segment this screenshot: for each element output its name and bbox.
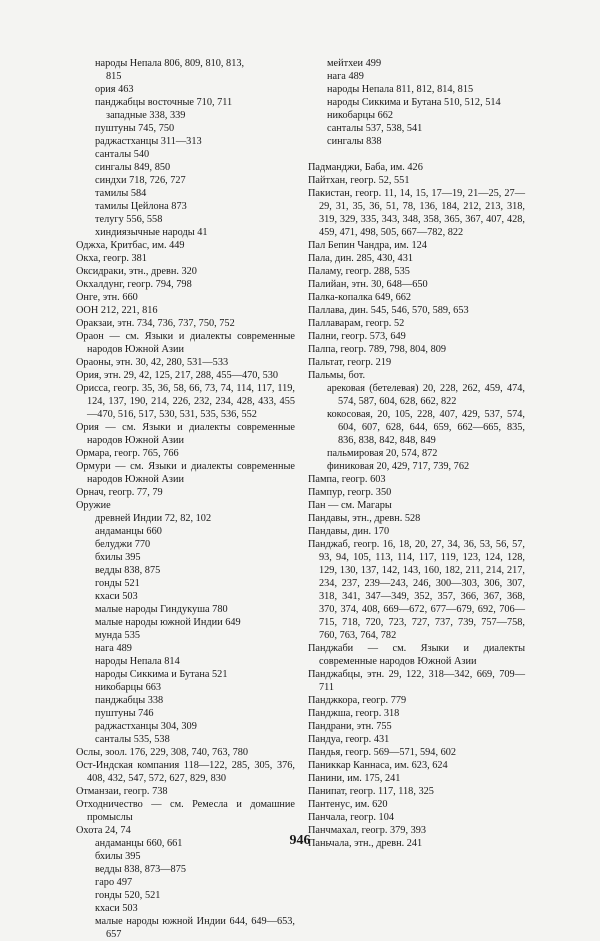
index-entry: пуштуны 745, 750: [95, 123, 175, 134]
index-entry: Пандья, геогр. 569—571, 594, 602: [308, 747, 457, 758]
index-entry: Пантенус, им. 620: [308, 799, 388, 810]
page-number: 946: [289, 833, 311, 848]
index-entry: Пан — см. Магары: [308, 500, 392, 511]
index-entry: Падманджи, Баба, им. 426: [308, 162, 423, 173]
index-entry: мейтхеи 499: [327, 58, 382, 69]
index-entry: кхаси 503: [95, 903, 138, 914]
index-entry: Палка-копалка 649, 662: [308, 292, 412, 303]
index-entry: Пандрани, этн. 755: [308, 721, 392, 732]
index-entry: западные 338, 339: [106, 110, 186, 121]
index-entry: малые народы южной Индии 644, 649—653, 657: [95, 916, 295, 940]
index-entry: Оксидраки, этн., древн. 320: [76, 266, 197, 277]
index-entry: бхилы 395: [95, 552, 141, 563]
index-entry: Пакистан, геогр. 11, 14, 15, 17—19, 21—25, 27—29, 31, 35, 36, 51, 78, 136, 184, 212, 213, 318, 319, 329, 335, 343, 348, 358, 365, 367, 407, 428, 459, 471, 498, 505, 667—782, 822: [308, 188, 525, 238]
index-entry: Оружие: [76, 500, 111, 511]
index-entry: хиндиязычные народы 41: [95, 227, 208, 238]
index-entry: Ормури — см. Языки и диалекты современные народов Южной Азии: [76, 461, 295, 485]
index-entry: Ослы, зоол. 176, 229, 308, 740, 763, 780: [76, 747, 249, 758]
index-entry: Ория — см. Языки и диалекты современные народов Южной Азии: [76, 422, 295, 446]
index-entry: никобарцы 663: [95, 682, 162, 693]
index-entry: народы Сиккима и Бутана 510, 512, 514: [327, 97, 501, 108]
index-entry: малые народы южной Индии 649: [95, 617, 241, 628]
index-entry: Панипат, геогр. 117, 118, 325: [308, 786, 434, 797]
index-entry: 815: [106, 71, 122, 82]
index-entry: древней Индии 72, 82, 102: [95, 513, 212, 524]
index-entry: финиковая 20, 429, 717, 739, 762: [327, 461, 470, 472]
index-entry: гонды 520, 521: [95, 890, 161, 901]
index-entry: Пал Бепин Чандра, им. 124: [308, 240, 427, 251]
index-entry: пальмировая 20, 574, 872: [327, 448, 438, 459]
index-entry: народы Сиккима и Бутана 521: [95, 669, 228, 680]
index-column-right: [308, 57, 525, 850]
index-entry: Пандавы, этн., древн. 528: [308, 513, 421, 524]
index-entry: малые народы Гиндукуша 780: [95, 604, 228, 615]
index-entry: Панджабцы, этн. 29, 122, 318—342, 669, 709—711: [308, 669, 525, 693]
index-entry: ведды 838, 873—875: [95, 864, 186, 875]
index-entry: Пампур, геогр. 350: [308, 487, 392, 498]
index-entry: Пандуа, геогр. 431: [308, 734, 390, 745]
index-entry: Ораоны, этн. 30, 42, 280, 531—533: [76, 357, 229, 368]
index-entry: андаманцы 660, 661: [95, 838, 183, 849]
index-entry: санталы 535, 538: [95, 734, 170, 745]
index-entry: Ория, этн. 29, 42, 125, 217, 288, 455—470, 530: [76, 370, 279, 381]
index-entry: никобарцы 662: [327, 110, 394, 121]
index-entry: ория 463: [95, 84, 134, 95]
index-entry: Отманзаи, геогр. 738: [76, 786, 168, 797]
index-entry: ООН 212, 221, 816: [76, 305, 158, 316]
index-entry: Охота 24, 74: [76, 825, 131, 836]
index-entry: гонды 521: [95, 578, 140, 589]
index-entry: Паллаварам, геогр. 52: [308, 318, 405, 329]
index-entry: андаманцы 660: [95, 526, 162, 537]
index-entry: народы Непала 814: [95, 656, 180, 667]
index-entry: Орисса, геогр. 35, 36, 58, 66, 73, 74, 114, 117, 119, 124, 137, 190, 214, 226, 232, 234, 428, 433, 455—470, 516, 517, 530, 531, 535, 536, 552: [76, 383, 295, 420]
index-entry: народы Непала 806, 809, 810, 813,: [95, 58, 245, 69]
index-entry: раджастханцы 304, 309: [95, 721, 197, 732]
index-entry: Окха, геогр. 381: [76, 253, 147, 264]
index-entry: санталы 537, 538, 541: [327, 123, 423, 134]
index-entry: тамилы 584: [95, 188, 147, 199]
index-entry: Пальмы, бот.: [308, 370, 366, 381]
index-entry: белуджи 770: [95, 539, 151, 550]
index-entry: раджастханцы 311—313: [95, 136, 202, 147]
index-entry: Панчмахал, геогр. 379, 393: [308, 825, 427, 836]
index-entry: Пала, дин. 285, 430, 431: [308, 253, 413, 264]
index-entry: Орнач, геогр. 77, 79: [76, 487, 163, 498]
index-entry: Панджаб, геогр. 16, 18, 20, 27, 34, 36, 53, 56, 57, 93, 94, 105, 113, 114, 117, 119, 123, 124, 128, 129, 130, 137, 142, 143, 160, 182, 211, 214, 217, 234, 237, 239—243, 246, 300—303, 306, 307, 318, 341, 347—349, 352, 357, 366, 367, 368, 370, 374, 408, 669—672, 677—679, 692, 706—715, 718, 720, 723, 727, 737, 739, 757—758, 760, 763, 764, 782: [308, 539, 525, 641]
index-entry: сингалы 838: [327, 136, 382, 147]
index-spacer: [308, 148, 525, 161]
index-entry: Паллава, дин. 545, 546, 570, 589, 653: [308, 305, 469, 316]
index-entry: мунда 535: [95, 630, 141, 641]
index-entry: Ормара, геогр. 765, 766: [76, 448, 179, 459]
index-entry: санталы 540: [95, 149, 150, 160]
index-entry: Панджаби — см. Языки и диалекты современные народов Южной Азии: [308, 643, 525, 667]
index-entry: Оракзаи, этн. 734, 736, 737, 750, 752: [76, 318, 235, 329]
index-entry: Пампа, геогр. 603: [308, 474, 386, 485]
index-entry: кокосовая, 20, 105, 228, 407, 429, 537, 574, 604, 607, 628, 644, 659, 662—665, 835, 836, 838, 842, 848, 849: [327, 409, 525, 446]
index-entry: Панджша, геогр. 318: [308, 708, 400, 719]
index-entry: народы Непала 811, 812, 814, 815: [327, 84, 474, 95]
index-entry: Пални, геогр. 573, 649: [308, 331, 406, 342]
index-entry: Пандавы, дин. 170: [308, 526, 390, 537]
index-entry: Пальтат, геогр. 219: [308, 357, 392, 368]
index-entry: Палийан, этн. 30, 648—650: [308, 279, 428, 290]
index-entry: бхилы 395: [95, 851, 141, 862]
index-entry: Паламу, геогр. 288, 535: [308, 266, 410, 277]
index-entry: Пайтхан, геогр. 52, 551: [308, 175, 410, 186]
index-entry: Онге, этн. 660: [76, 292, 138, 303]
index-entry: арековая (бетелевая) 20, 228, 262, 459, 474, 574, 587, 604, 628, 662, 822: [327, 383, 525, 407]
index-entry: Ост-Индская компания 118—122, 285, 305, 376, 408, 432, 547, 572, 627, 829, 830: [76, 760, 295, 784]
index-entry: Окхалдунг, геогр. 794, 798: [76, 279, 192, 290]
index-entry: нага 489: [95, 643, 132, 654]
index-entry: Паньчала, этн., древн. 241: [308, 838, 423, 849]
index-entry: Ораон — см. Языки и диалекты современные народов Южной Азии: [76, 331, 295, 355]
index-entry: гаро 497: [95, 877, 133, 888]
index-entry: нага 489: [327, 71, 364, 82]
index-entry: ведды 838, 875: [95, 565, 161, 576]
index-entry: панджабцы восточные 710, 711: [95, 97, 233, 108]
index-entry: синдхи 718, 726, 727: [95, 175, 186, 186]
index-entry: Панчала, геогр. 104: [308, 812, 394, 823]
index-entry: Паниккар Каннаса, им. 623, 624: [308, 760, 448, 771]
index-entry: кхаси 503: [95, 591, 138, 602]
index-entry: телугу 556, 558: [95, 214, 163, 225]
index-entry: сингалы 849, 850: [95, 162, 171, 173]
index-entry: тамилы Цейлона 873: [95, 201, 187, 212]
index-entry: Оджха, Критбас, им. 449: [76, 240, 185, 251]
index-entry: Отходничество — см. Ремесла и домашние промыслы: [76, 799, 295, 823]
index-entry: Панини, им. 175, 241: [308, 773, 401, 784]
index-entry: пуштуны 746: [95, 708, 154, 719]
index-entry: Палпа, геогр. 789, 798, 804, 809: [308, 344, 447, 355]
index-entry: Панджкора, геогр. 779: [308, 695, 407, 706]
index-entry: панджабцы 338: [95, 695, 164, 706]
index-column-left: [76, 57, 295, 941]
